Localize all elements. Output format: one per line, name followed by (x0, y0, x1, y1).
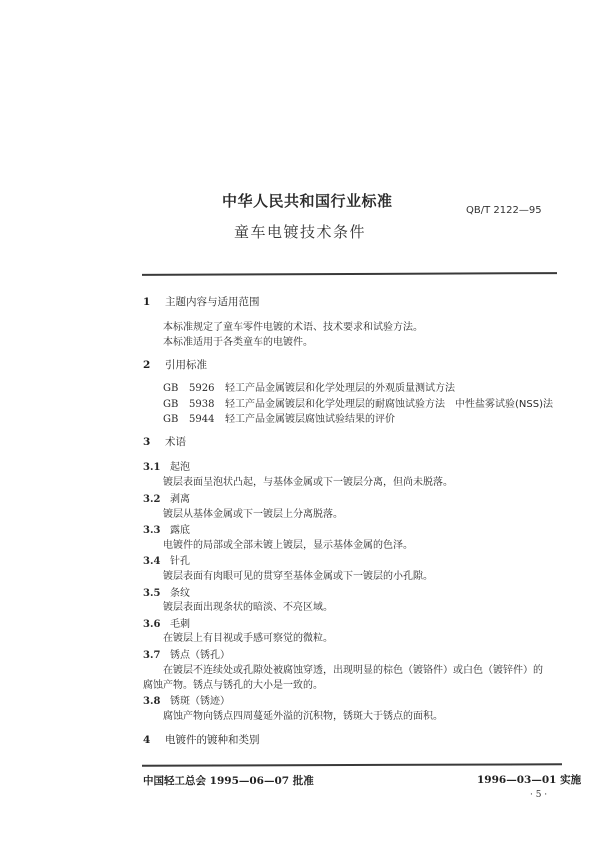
term-3-6: 3.6 毛刺 (143, 619, 190, 630)
section-1-paragraph-2: 本标准适用于各类童车的电镀件。 (163, 337, 313, 348)
section-title: 主题内容与适用范围 (165, 296, 260, 308)
term-3-7-definition-line-1: 在镀层不连续处或孔隙处被腐蚀穿透，出现明显的棕色（镀铬件）或白色（镀锌件）的 (163, 665, 543, 676)
section-number: 3 (143, 436, 151, 448)
section-3-heading (143, 434, 186, 449)
term-3-1: 3.1 起泡 (143, 462, 190, 473)
term-3-7-definition-line-2: 腐蚀产物。锈点与锈孔的大小是一致的。 (143, 680, 323, 691)
approval-statement: 中国轻工总会 1995—06—07 批准 (143, 775, 314, 787)
standard-organization: 中华人民共和国行业标准 (222, 192, 393, 210)
standard-code: QB/T 2122—95 (466, 205, 542, 216)
term-3-8-definition: 腐蚀产物向锈点四周蔓延外溢的沉积物，锈斑大于锈点的面积。 (163, 711, 443, 722)
section-title: 引用标准 (165, 359, 207, 371)
section-title: 术语 (165, 436, 186, 448)
section-number: 1 (143, 296, 151, 308)
term-3-3-definition: 电镀件的局部或全部未镀上镀层，显示基体金属的色泽。 (163, 540, 413, 551)
reference-item: GB 5938 轻工产品金属镀层和化学处理层的耐腐蚀试验方法 中性盐雾试验(NSS)法 (163, 399, 553, 410)
term-3-7: 3.7 锈点（锈孔） (143, 650, 230, 661)
term-3-5-definition: 镀层表面出现条状的暗淡、不亮区域。 (163, 602, 333, 613)
implementation-date: 1996—03—01 实施 (477, 774, 582, 786)
section-title: 电镀件的镀种和类别 (165, 734, 260, 746)
reference-item: GB 5926 轻工产品金属镀层和化学处理层的外观质量测试方法 (163, 383, 455, 394)
section-4-heading (143, 732, 260, 747)
section-2-heading (143, 357, 207, 372)
term-3-6-definition: 在镀层上有目视或手感可察觉的微粒。 (163, 633, 333, 644)
reference-item: GB 5944 轻工产品金属镀层腐蚀试验结果的评价 (163, 414, 395, 425)
term-3-8: 3.8 锈斑（锈迹） (143, 696, 230, 707)
term-3-1-definition: 镀层表面呈泡状凸起，与基体金属或下一镀层分离，但尚未脱落。 (163, 477, 453, 488)
term-3-2-definition: 镀层从基体金属或下一镀层上分离脱落。 (163, 509, 343, 520)
section-1-heading (143, 294, 260, 309)
footer-divider (142, 763, 562, 766)
header-divider (142, 272, 557, 275)
term-3-4-definition: 镀层表面有肉眼可见的贯穿至基体金属或下一镀层的小孔隙。 (163, 571, 433, 582)
term-3-3: 3.3 露底 (143, 525, 190, 536)
section-number: 4 (143, 734, 151, 746)
section-number: 2 (143, 359, 151, 371)
document-title: 童车电镀技术条件 (234, 223, 367, 241)
term-3-5: 3.5 条纹 (143, 588, 190, 599)
term-3-4: 3.4 针孔 (143, 556, 190, 567)
page-number: · 5 · (530, 790, 548, 800)
section-1-paragraph-1: 本标准规定了童车零件电镀的术语、技术要求和试验方法。 (163, 322, 423, 333)
term-3-2: 3.2 剥离 (143, 494, 190, 505)
